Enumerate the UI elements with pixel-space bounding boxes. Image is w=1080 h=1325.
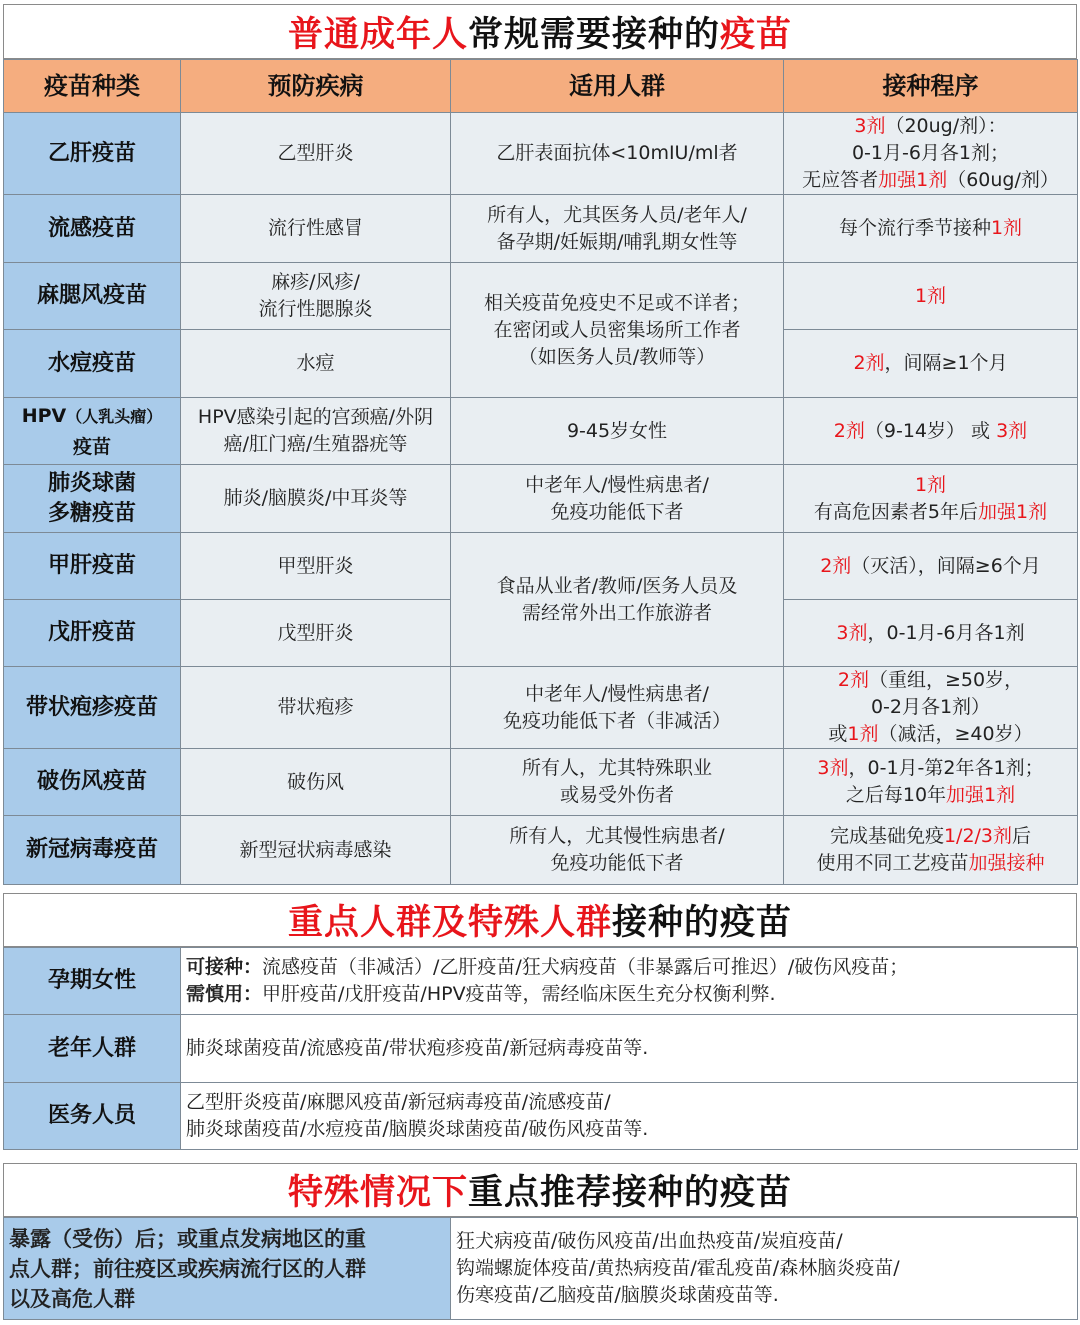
schedule-text: （重组，≥50岁， (868, 669, 1024, 691)
dose-highlight: 2剂 (837, 669, 869, 691)
dose-highlight: 2剂 (853, 352, 885, 374)
dose-highlight: 1剂 (847, 723, 879, 745)
dose-highlight: 2剂 (820, 554, 852, 577)
header-disease: 预防疾病 (181, 60, 451, 113)
title-rest-part: 重点推荐接种的疫苗 (468, 1173, 793, 1213)
target-group (451, 749, 784, 816)
schedule (784, 465, 1078, 533)
dose-highlight: 1剂 (914, 473, 947, 496)
disease-text: 麻疹/风疹/ (271, 271, 360, 293)
group-vaccines: 肺炎球菌疫苗/流感疫苗/带状疱疹疫苗/新冠病毒疫苗等. (181, 1015, 1078, 1083)
label-allowed: 可接种： (186, 956, 263, 978)
disease: 破伤风 (181, 749, 451, 816)
target-group: 乙肝表面抗体<10mIU/ml者 (451, 113, 784, 195)
group-text: 免疫功能低下者 (550, 500, 684, 523)
header-schedule: 接种程序 (784, 60, 1078, 113)
disease: 水痘 (181, 330, 451, 398)
title-red-part: 重点人群及特殊人群 (287, 903, 612, 943)
vaccine-list-text: 甲肝疫苗/戊肝疫苗/HPV疫苗等，需经临床医生充分权衡利弊. (262, 983, 776, 1005)
dose-highlight: 3剂 (817, 757, 849, 779)
disease: 流行性感冒 (181, 195, 451, 263)
dose-highlight: 1剂 (990, 217, 1023, 239)
target-group (451, 667, 784, 749)
recommended-vaccines (451, 1218, 1078, 1320)
group-text: 所有人，尤其慢性病患者/ (509, 825, 725, 847)
schedule-text: 有高危因素者5年后 (813, 500, 978, 523)
group-text: 相关疫苗免疫史不足或不详者； (483, 291, 750, 314)
situation-description (4, 1218, 451, 1320)
vaccine-list-text: 狂犬病疫苗/破伤风疫苗/出血热疫苗/炭疽疫苗/ (456, 1230, 843, 1252)
disease (181, 398, 451, 465)
dose-highlight: 加强1剂 (978, 500, 1048, 523)
special-situations-table (3, 1217, 1078, 1320)
situation-text: 点人群；前往疫区或疾病流行区的人群 (9, 1256, 366, 1281)
group-text: 需经常外出工作旅游者 (521, 601, 712, 624)
vaccine-name-text: 疫苗 (72, 435, 111, 458)
group-text: （如医务人员/教师等） (518, 345, 716, 368)
table-row (4, 263, 1078, 330)
vaccine-list-text: 肺炎球菌疫苗/水痘疫苗/脑膜炎球菌疫苗/破伤风疫苗等. (186, 1118, 649, 1140)
vaccine-name: 乙肝疫苗 (4, 113, 181, 195)
header-vaccine-type: 疫苗种类 (4, 60, 181, 113)
vaccine-name (4, 398, 181, 465)
disease: 肺炎/脑膜炎/中耳炎等 (181, 465, 451, 533)
vaccine-name: 流感疫苗 (4, 195, 181, 263)
table-row (4, 667, 1078, 749)
dose-highlight: 加强1剂 (946, 784, 1016, 806)
schedule (784, 667, 1078, 749)
vaccine-name: 甲肝疫苗 (4, 533, 181, 600)
vaccine-name: 带状疱疹疫苗 (4, 667, 181, 749)
group-text: 在密闭或人员密集场所工作者 (493, 318, 741, 341)
schedule-text: 完成基础免疫 (829, 825, 944, 847)
group-name: 孕期女性 (4, 948, 181, 1015)
title-red-part: 特殊情况下 (287, 1173, 468, 1213)
schedule-text: （20ug/剂）： (885, 115, 1007, 137)
schedule-text: ，间隔≥1个月 (884, 352, 1008, 374)
routine-vaccine-table (3, 59, 1078, 885)
vaccine-list-text: 钩端螺旋体疫苗/黄热病疫苗/霍乱疫苗/森林脑炎疫苗/ (456, 1257, 900, 1279)
situation-text: 暴露（受伤）后；或重点发病地区的重 (9, 1226, 366, 1251)
group-text: 备孕期/妊娠期/哺乳期女性等 (496, 230, 738, 253)
title-red-part: 疫苗 (720, 14, 793, 55)
table-row (4, 113, 1078, 195)
disease: 甲型肝炎 (181, 533, 451, 600)
dose-highlight: 3剂 (854, 115, 886, 137)
table-row (4, 533, 1078, 600)
dose-highlight: 3剂 (836, 621, 868, 644)
group-text: 所有人，尤其医务人员/老年人/ (487, 203, 747, 226)
schedule-text: ，0-1月-6月各1剂 (867, 621, 1025, 644)
group-name: 医务人员 (4, 1083, 181, 1150)
table-row (4, 398, 1078, 465)
vaccine-list-text: 伤寒疫苗/乙脑疫苗/脑膜炎球菌疫苗等. (456, 1284, 779, 1306)
schedule-text: ，0-1月-第2年各1剂； (848, 757, 1044, 779)
vaccine-name: 破伤风疫苗 (4, 749, 181, 816)
table-row (4, 465, 1078, 533)
title-rest-part: 接种的疫苗 (612, 903, 793, 943)
title-red-part: 普通成年人 (287, 14, 468, 55)
vaccine-name: 水痘疫苗 (4, 330, 181, 398)
schedule (784, 195, 1078, 263)
schedule-text: 每个流行季节接种 (838, 217, 991, 239)
schedule-text: （9-14岁） 或 (864, 419, 997, 442)
special-groups-table (3, 947, 1078, 1150)
schedule (784, 533, 1078, 600)
vaccine-list-text: 流感疫苗（非减活）/乙肝疫苗/狂犬病疫苗（非暴露后可推迟）/破伤风疫苗； (262, 956, 909, 978)
vaccine-name: 戊肝疫苗 (4, 600, 181, 667)
group-text: 或易受外伤者 (559, 784, 674, 806)
vaccine-name: 麻腮风疫苗 (4, 263, 181, 330)
schedule (784, 263, 1078, 330)
schedule (784, 749, 1078, 816)
table-row (4, 1218, 1078, 1320)
schedule-text: 使用不同工艺疫苗 (816, 852, 969, 874)
vaccine-name (4, 465, 181, 533)
section1-title (3, 4, 1077, 59)
dose-highlight: 1剂 (914, 284, 947, 307)
group-text: 食品从业者/教师/医务人员及 (496, 574, 738, 597)
section3-title (3, 1163, 1077, 1217)
target-group (451, 263, 784, 398)
section2-title (3, 893, 1077, 947)
dose-highlight: 1/2/3剂 (943, 825, 1013, 847)
dose-highlight: 3剂 (996, 419, 1028, 442)
target-group (451, 533, 784, 667)
group-vaccines (181, 1083, 1078, 1150)
target-group (451, 816, 784, 885)
label-caution: 需慎用： (186, 983, 263, 1005)
group-text: 所有人，尤其特殊职业 (521, 757, 712, 779)
target-group (451, 465, 784, 533)
disease (181, 263, 451, 330)
vaccine-name-text: 肺炎球菌 (47, 470, 136, 496)
schedule-text: （灭活），间隔≥6个月 (851, 554, 1041, 577)
table-header-row (4, 60, 1078, 113)
dose-highlight: 加强接种 (968, 852, 1045, 874)
target-group (451, 195, 784, 263)
schedule (784, 113, 1078, 195)
disease-text: 癌/肛门癌/生殖器疣等 (223, 433, 408, 455)
situation-text: 以及高危人群 (9, 1286, 135, 1311)
schedule-text: 0-2月各1剂） (870, 696, 991, 718)
group-vaccines (181, 948, 1078, 1015)
table-row (4, 816, 1078, 885)
title-mid-part: 常规需要接种的 (467, 14, 720, 55)
header-target-group: 适用人群 (451, 60, 784, 113)
vaccine-name-text: 多糖疫苗 (47, 500, 136, 526)
table-row (4, 1015, 1078, 1083)
schedule (784, 398, 1078, 465)
schedule-text: 之后每10年 (845, 784, 947, 806)
schedule (784, 600, 1078, 667)
vaccine-list-text: 乙型肝炎疫苗/麻腮风疫苗/新冠病毒疫苗/流感疫苗/ (186, 1091, 611, 1113)
schedule-text: 0-1月-6月各1剂； (851, 142, 1010, 164)
table-row (4, 948, 1078, 1015)
schedule-text: （减活，≥40岁） (878, 723, 1033, 745)
disease: 乙型肝炎 (181, 113, 451, 195)
group-text: 免疫功能低下者（非减活） (502, 709, 731, 732)
disease: 戊型肝炎 (181, 600, 451, 667)
vaccine-name-note: （人乳头瘤） (66, 406, 163, 426)
table-row (4, 1083, 1078, 1150)
table-row (4, 749, 1078, 816)
schedule (784, 816, 1078, 885)
schedule-text: 后 (1012, 825, 1032, 847)
schedule-text: （60ug/剂） (947, 169, 1059, 191)
group-text: 免疫功能低下者 (550, 852, 684, 874)
schedule-text: 无应答者 (802, 169, 879, 191)
table-row (4, 195, 1078, 263)
vaccine-name: 新冠病毒疫苗 (4, 816, 181, 885)
group-text: 中老年人/慢性病患者/ (525, 473, 709, 496)
target-group: 9-45岁女性 (451, 398, 784, 465)
schedule-text: 或 (828, 723, 848, 745)
group-name: 老年人群 (4, 1015, 181, 1083)
dose-highlight: 2剂 (833, 419, 865, 442)
dose-highlight: 加强1剂 (878, 169, 948, 191)
schedule (784, 330, 1078, 398)
group-text: 中老年人/慢性病患者/ (525, 682, 709, 705)
disease: 新型冠状病毒感染 (181, 816, 451, 885)
disease-text: 流行性腮腺炎 (258, 298, 373, 320)
vaccine-name-text: HPV (21, 404, 67, 427)
disease-text: HPV感染引起的宫颈癌/外阴 (197, 406, 434, 428)
disease: 带状疱疹 (181, 667, 451, 749)
